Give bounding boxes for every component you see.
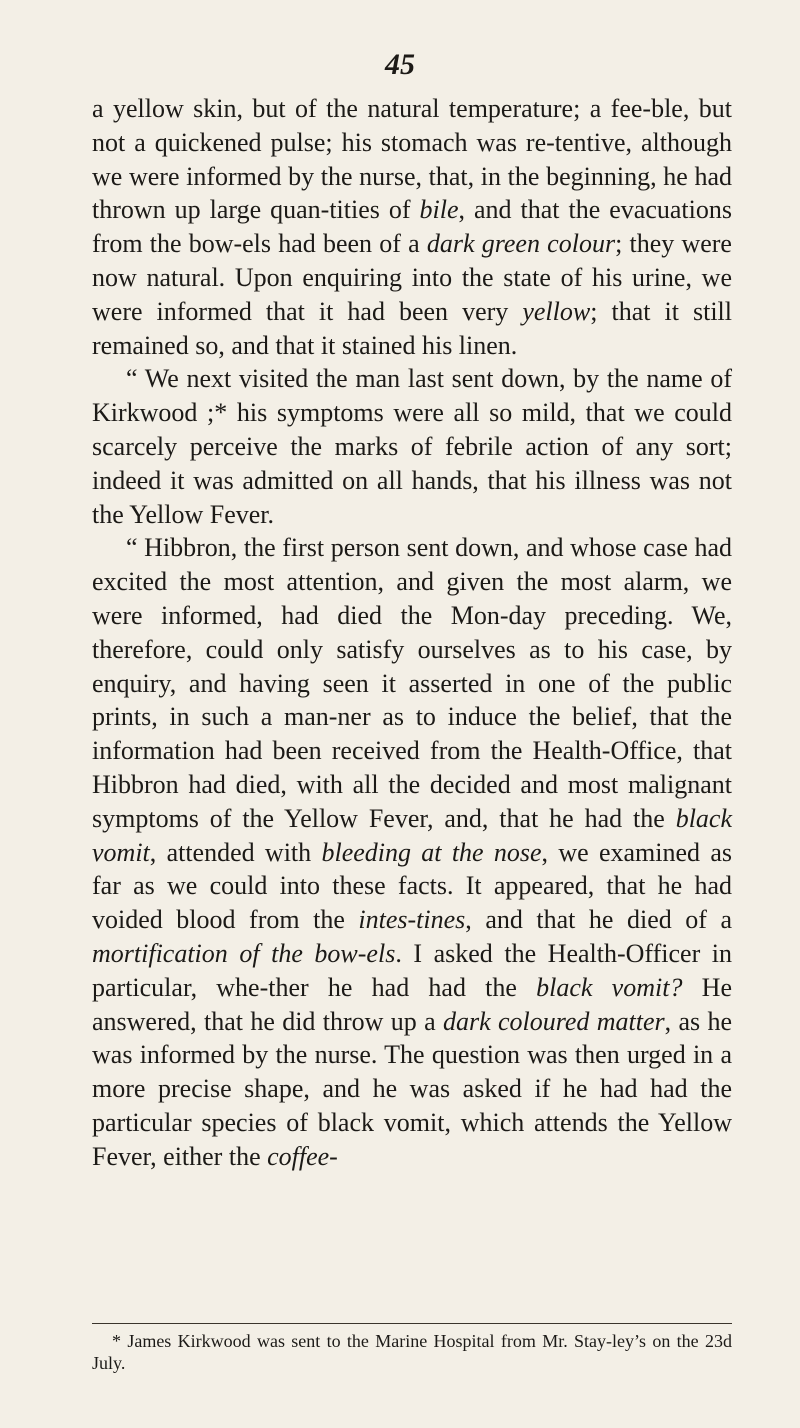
- text-run: “ Hibbron, the first person sent down, and whose case had excited the most attention, and given the most alarm, we were informed, had died the Mon-day preceding. We, therefore, could only satisfy ourselves as to his case, by enquiry, and having seen it asserted in one of the public prints, in such a man-ner as to induce the belief, that the information had been received from the Health-Office, that Hibbron had died, with all the decided and most malignant symptoms of the Yellow Fever, and, that he had the: [92, 533, 732, 833]
- text-run: “ We next visited the man last sent down, by the name of Kirkwood ;* his symptoms were all so mild, that we could scarcely perceive the marks of febrile action of any sort; indeed it was admitted on all hands, that his illness was not the Yellow Fever.: [92, 364, 732, 529]
- italic-run: dark green colour: [426, 229, 616, 259]
- text-run: , attended with: [149, 837, 322, 867]
- italic-run: intes-tines: [358, 905, 466, 935]
- italic-run: bleeding at the nose: [321, 837, 542, 867]
- text-run: , and that he died of a: [465, 905, 733, 935]
- paragraph-3: [92, 531, 732, 1173]
- text-run: , we examined as far as we could into these facts. It appeared, that he had voided blood from the: [92, 837, 732, 935]
- text-run: ; they were now natural. Upon enquiring into the state of his urine, we were informed that it had been very: [92, 229, 732, 326]
- italic-run: dark coloured matter: [442, 1006, 665, 1036]
- text-run: He answered, that he did throw up a: [92, 972, 732, 1036]
- italic-run: black vomit?: [536, 972, 683, 1002]
- paragraph-2: [92, 362, 732, 531]
- text-run: ; that it still remained so, and that it stained his linen.: [92, 296, 733, 360]
- italic-run: bile: [419, 195, 459, 225]
- text-run: , as he was informed by the nurse. The question was then urged in a more precise shape, and he was asked if he had had the particular species of black vomit, which attends the Yellow Fever, either the: [92, 1006, 733, 1171]
- italic-run: mortification of the bow-els: [92, 938, 396, 968]
- italic-run: black vomit: [92, 803, 732, 867]
- paragraph-1: [92, 92, 732, 362]
- italic-run: coffee-: [267, 1141, 338, 1171]
- page-number: 45: [385, 48, 415, 81]
- text-run: . I asked the Health-Officer in particular, whe-ther he had had the: [92, 938, 733, 1002]
- footnote-rule: [92, 1323, 732, 1324]
- body-text: [92, 92, 732, 1174]
- italic-run: yellow: [522, 296, 591, 326]
- text-run: a yellow skin, but of the natural temperature; a fee-ble, but not a quickened pulse; his stomach was re-tentive, although we were informed by the nurse, that, in the beginning, he had thrown up large quan-tities of: [92, 94, 732, 225]
- text-run: , and that the evacuations from the bow-els had been of a: [92, 195, 732, 259]
- footnote: * James Kirkwood was sent to the Marine Hospital from Mr. Stay-ley’s on the 23d July.: [92, 1331, 732, 1373]
